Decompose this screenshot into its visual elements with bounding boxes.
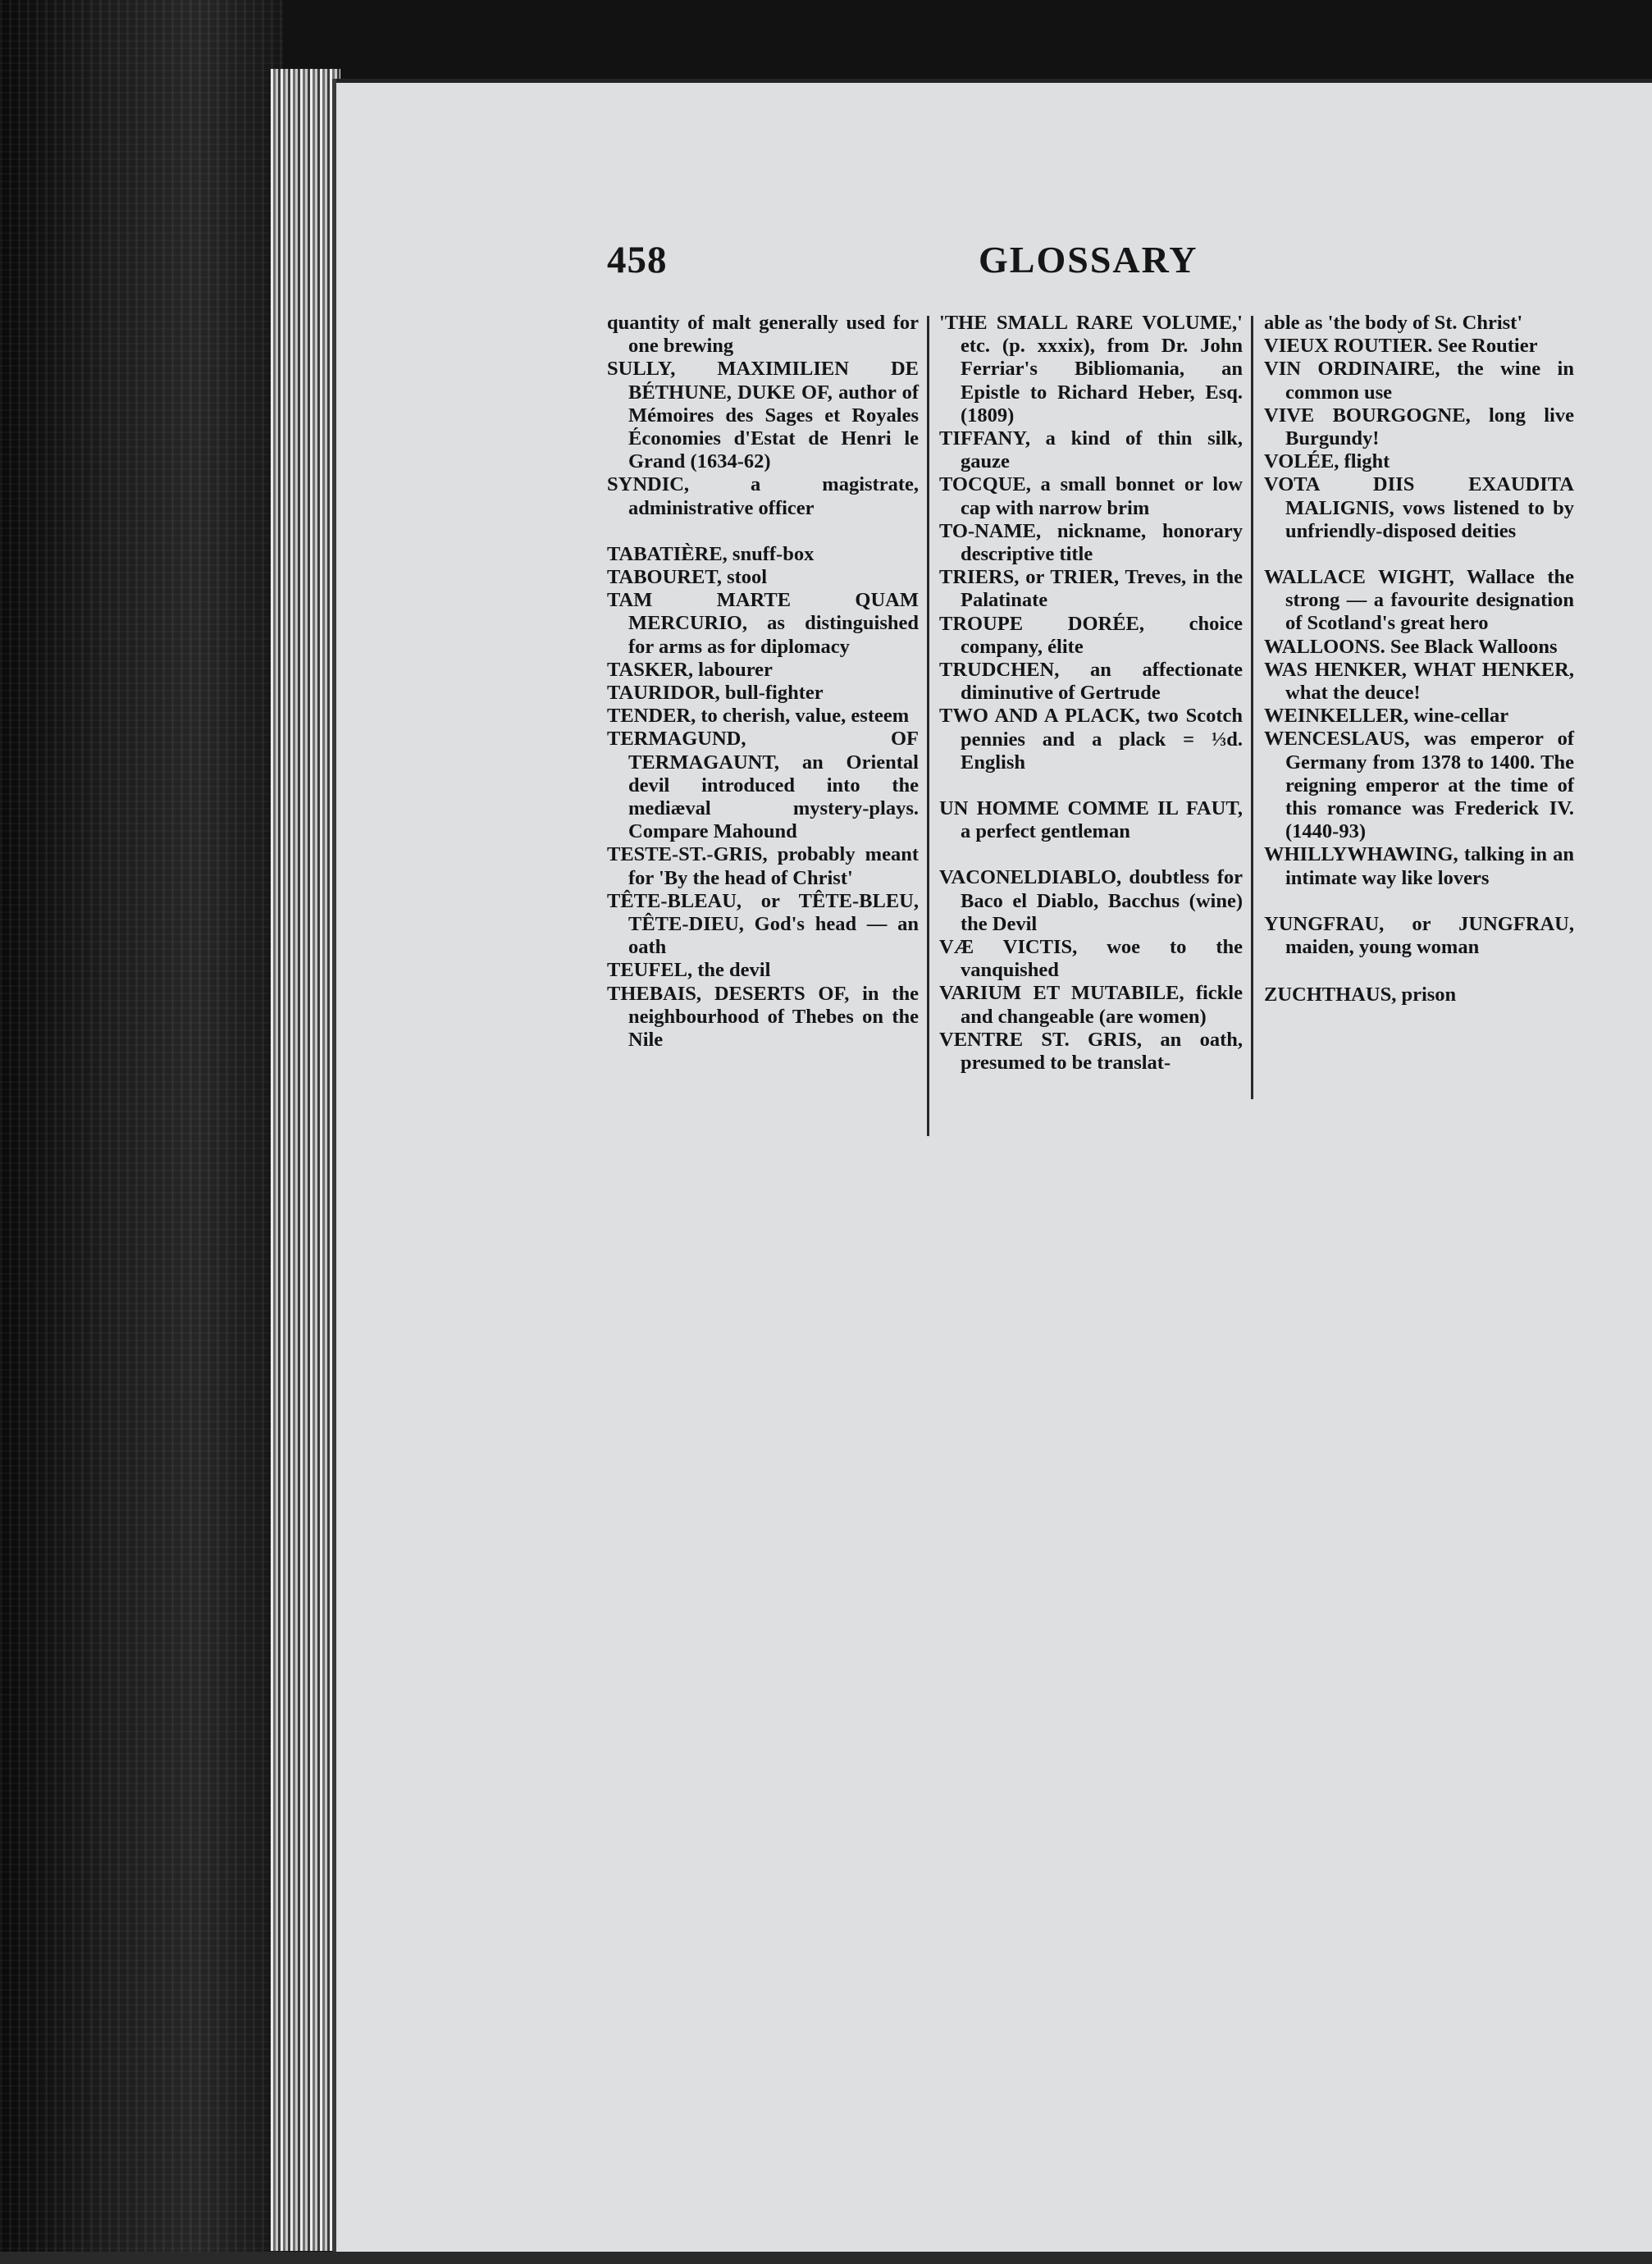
glossary-entry: TEUFEL, the devil <box>607 959 771 982</box>
glossary-entry: UN HOMME COMME IL FAUT, a perfect gentleman <box>939 797 1243 843</box>
column-divider <box>927 316 929 1136</box>
glossary-entry: VIEUX ROUTIER. See Routier <box>1264 335 1538 358</box>
glossary-entry: VÆ VICTIS, woe to the vanquished <box>939 936 1243 982</box>
glossary-entry: TIFFANY, a kind of thin silk, gauze <box>939 427 1243 473</box>
glossary-entry: VENTRE ST. GRIS, an oath, presumed to be translat- <box>939 1028 1243 1075</box>
column-divider <box>1251 316 1253 1099</box>
glossary-entry: SYNDIC, a magistrate, administrative officer <box>607 473 919 519</box>
glossary-entry: WAS HENKER, WHAT HENKER, what the deuce! <box>1264 658 1574 705</box>
glossary-entry: able as 'the body of St. Christ' <box>1264 312 1523 334</box>
glossary-entry: TAURIDOR, bull-fighter <box>607 682 824 705</box>
glossary-entry: TRIERS, or TRIER, Treves, in the Palatinate <box>939 566 1243 612</box>
glossary-column-3 <box>1264 312 1574 1006</box>
page-number: 458 <box>607 239 668 281</box>
glossary-entry: VACONELDIABLO, doubtless for Baco el Diablo, Bacchus (wine) the Devil <box>939 866 1243 935</box>
glossary-entry: TRUDCHEN, an affectionate diminutive of Gertrude <box>939 659 1243 705</box>
glossary-entry: VIVE BOURGOGNE, long live Burgundy! <box>1264 404 1574 450</box>
glossary-entry: TÊTE-BLEAU, or TÊTE-BLEU, TÊTE-DIEU, God's head — an oath <box>607 889 919 959</box>
glossary-entry: TABATIÈRE, snuff-box <box>607 542 815 565</box>
page-edges <box>271 69 340 2251</box>
scan-bottom-edge <box>0 2252 1652 2264</box>
glossary-entry: VOTA DIIS EXAUDITA MALIGNIS, vows listened to by unfriendly-disposed deities <box>1264 473 1574 542</box>
glossary-entry: WALLACE WIGHT, Wallace the strong — a favourite designation of Scotland's great hero <box>1264 566 1574 635</box>
glossary-entry: WALLOONS. See Black Walloons <box>1264 635 1558 658</box>
glossary-entry: YUNGFRAU, or JUNGFRAU, maiden, young woman <box>1264 912 1574 959</box>
section-gap <box>1264 959 1574 984</box>
glossary-entry: quantity of malt generally used for one brewing <box>607 312 919 358</box>
section-gap <box>939 774 1243 797</box>
glossary-entry: TASKER, labourer <box>607 658 773 681</box>
glossary-entry: TESTE-ST.-GRIS, probably meant for 'By the head of Christ' <box>607 843 919 889</box>
glossary-entry: TWO AND A PLACK, two Scotch pennies and a plack = ⅓d. English <box>939 705 1243 774</box>
glossary-entry: VARIUM ET MUTABILE, fickle and changeable (are women) <box>939 982 1243 1028</box>
glossary-entry: WEINKELLER, wine-cellar <box>1264 705 1509 728</box>
glossary-entry: TO-NAME, nickname, honorary descriptive title <box>939 519 1243 566</box>
section-gap <box>1264 543 1574 566</box>
page-left-border <box>332 79 336 2253</box>
glossary-column-2 <box>939 312 1243 1075</box>
glossary-entry: TOCQUE, a small bonnet or low cap with narrow brim <box>939 473 1243 519</box>
glossary-entry: TROUPE DORÉE, choice company, élite <box>939 612 1243 658</box>
book-spine <box>0 0 283 2264</box>
glossary-entry: TAM MARTE QUAM MERCURIO, as distinguished for arms as for diplomacy <box>607 589 919 658</box>
glossary-entry: TABOURET, stool <box>607 566 768 589</box>
section-gap <box>607 520 919 543</box>
page-top-border <box>332 79 1652 83</box>
glossary-entry: WHILLYWHAWING, talking in an intimate way like lovers <box>1264 843 1574 889</box>
glossary-entry: 'THE SMALL RARE VOLUME,' etc. (p. xxxix), from Dr. John Ferriar's Bibliomania, an Epistle to Richard Heber, Esq. (1809) <box>939 312 1243 427</box>
glossary-entry: TERMAGUND, OF TERMAGAUNT, an Oriental devil introduced into the mediæval mystery-plays. Compare Mahound <box>607 728 919 843</box>
running-title: GLOSSARY <box>979 239 1198 281</box>
page-header <box>607 238 1198 287</box>
glossary-entry: TENDER, to cherish, value, esteem <box>607 705 910 728</box>
section-gap <box>939 843 1243 866</box>
section-gap <box>1264 890 1574 913</box>
glossary-entry: WENCESLAUS, was emperor of Germany from 1378 to 1400. The reigning emperor at the time of this romance was Frederick IV. (1440-93) <box>1264 728 1574 843</box>
glossary-entry: THEBAIS, DESERTS OF, in the neighbourhood of Thebes on the Nile <box>607 982 919 1052</box>
glossary-entry: SULLY, MAXIMILIEN DE BÉTHUNE, DUKE OF, author of Mémoires des Sages et Royales Économies d'Estat de Henri le Grand (1634-62) <box>607 358 919 473</box>
glossary-entry: VOLÉE, flight <box>1264 450 1390 473</box>
glossary-entry: VIN ORDINAIRE, the wine in common use <box>1264 358 1574 404</box>
glossary-column-1 <box>607 312 919 1052</box>
glossary-entry: ZUCHTHAUS, prison <box>1264 984 1457 1006</box>
